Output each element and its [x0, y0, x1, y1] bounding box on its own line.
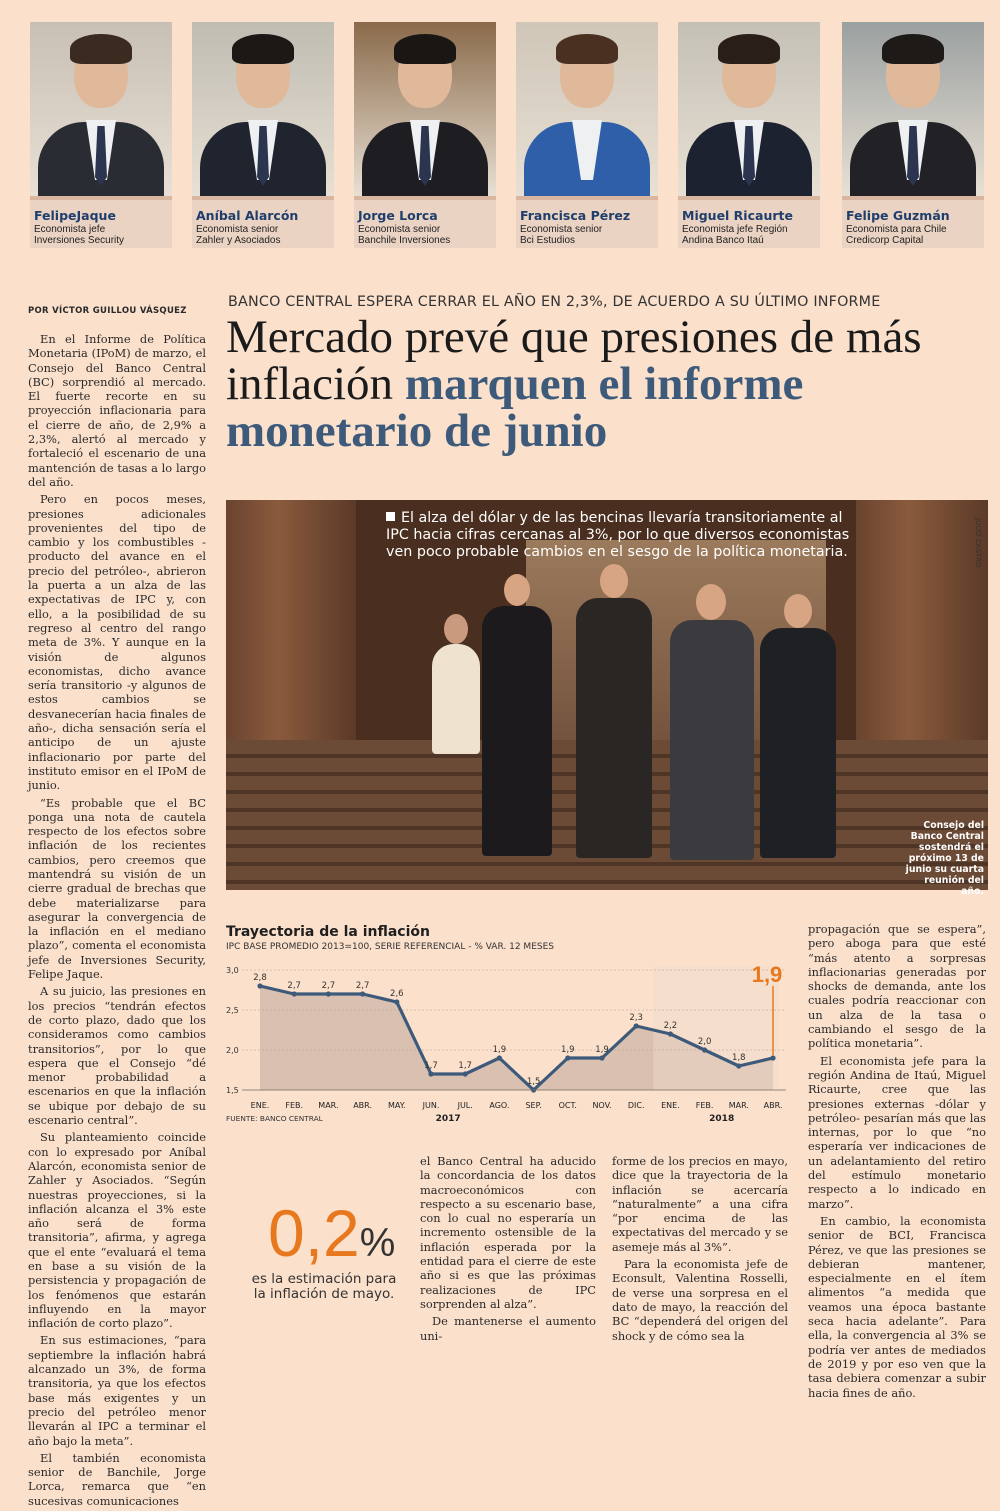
year-label: 2018	[709, 1114, 735, 1124]
bullet-square-icon	[386, 512, 395, 521]
callout-caption: es la estimación para la inflación de mayo.	[251, 1271, 397, 1302]
x-tick-label: SEP.	[525, 1101, 542, 1110]
chart-subtitle: IPC BASE PROMEDIO 2013=100, SERIE REFERENCIAL - % VAR. 12 MESES	[226, 942, 554, 952]
data-point	[599, 1055, 604, 1060]
photo-caption: Consejo del Banco Central sostendrá el próximo 13 de junio su cuarta reunión del año.	[905, 820, 984, 897]
profile-card	[516, 22, 658, 248]
article-column-3	[612, 1154, 788, 1346]
profile-role-title: Economista jefe Región	[682, 224, 788, 235]
data-point	[257, 983, 262, 988]
profile-role	[34, 224, 124, 246]
profile-role-company: Bci Estudios	[520, 235, 576, 246]
profile-role-company: Banchile Inversiones	[358, 235, 451, 246]
profile-role	[846, 224, 947, 246]
x-tick-label: MAY.	[388, 1101, 406, 1110]
data-label: 2,8	[253, 973, 267, 983]
x-tick-label: MAR.	[728, 1101, 749, 1110]
paragraph: propagación que se espera”, pero aboga para que esté “más atento a sorpresas inflacionarias generadas por shocks de demanda, ante los cuales podría reaccionar con un alza de la tasa o cambiando el sesgo de la política monetaria”.	[808, 922, 986, 1051]
x-tick-label: AGO.	[489, 1101, 510, 1110]
inflation-line-chart	[226, 956, 792, 1128]
paragraph: El economista jefe para la región Andina de Itaú, Miguel Ricaurte, cree que las presiones externas -dólar y petróleo- pesarían más que las internas, por lo que “no esperaría ver indicaciones de un adelantamiento del retiro del estímulo monetario respecto a lo indicado en marzo”.	[808, 1053, 986, 1211]
paragraph: el Banco Central ha aducido la concordancia de los datos macroeconómicos con respecto a su escenario base, con lo cual no esperaría un incremento ostensible de la inflación esperada por la entidad para el cierre de este año si es que las próximas realizaciones de IPC sorprenden al alza”.	[420, 1154, 596, 1311]
profile-role-title: Economista jefe	[34, 224, 106, 235]
data-point	[463, 1071, 468, 1076]
data-label: 2,7	[321, 981, 336, 991]
data-label: 1,9	[561, 1045, 575, 1055]
x-tick-label: ENE.	[250, 1101, 270, 1110]
paragraph: Pero en pocos meses, presiones adicionales provenientes del tipo de cambio y los combustibles -producto del avance en el precio del petróleo-, abrieron la puerta a un alza de las expectativas de IPC y, con ello, a la posibilidad de su regreso al centro del rango meta de 3%. Y aunque en la visión de algunos economistas, dicho avance sería transitorio -y algunos de estos cambios se desvanecerían hacia finales de año-, dicha sensación sería el anticipo de un ajuste inflacionario por parte del instituto emisor en el IPoM de junio.	[28, 492, 206, 793]
data-label: 1,8	[732, 1053, 746, 1063]
kicker: BANCO CENTRAL ESPERA CERRAR EL AÑO EN 2,3%, DE ACUERDO A SU ÚLTIMO INFORME	[228, 294, 881, 310]
paragraph: De mantenerse el aumento uni-	[420, 1314, 596, 1343]
y-tick-label: 3,0	[226, 966, 239, 975]
x-tick-label: FEB.	[695, 1101, 714, 1110]
profile-name: Jorge Lorca	[358, 208, 438, 223]
profile-name: Francisca Pérez	[520, 208, 631, 223]
data-point	[292, 991, 297, 996]
profile-role-company: Andina Banco Itaú	[682, 235, 764, 246]
chart-title: Trayectoria de la inflación	[226, 924, 430, 940]
paragraph: En sus estimaciones, “para septiembre la inflación habrá alcanzado un 3%, de forma transitoria, ya que los efectos base más exigentes y un precio del petróleo menor llevarán al IPC a terminar el año bajo la meta”.	[28, 1333, 206, 1448]
portrait-photo	[842, 22, 984, 196]
x-tick-label: ENE.	[661, 1101, 680, 1110]
lead-text: El alza del dólar y de las bencinas llevaría transitoriamente al IPC hacia cifras cercanas al 3%, por lo que diversos economistas ven poco probable cambios en el sesgo de la política monetaria.	[386, 510, 850, 560]
paragraph: Para la economista jefe de Econsult, Valentina Rosselli, de verse una sorpresa en el dato de mayo, la reacción del BC “dependerá del origen del shock y de cómo sea la	[612, 1257, 788, 1343]
profile-role	[196, 224, 281, 246]
profile-card	[354, 22, 496, 248]
x-tick-label: NOV.	[592, 1101, 612, 1110]
x-tick-label: ABR.	[353, 1101, 372, 1110]
callout-value: 0,2	[268, 1196, 360, 1270]
y-tick-label: 2,5	[226, 1006, 239, 1015]
headline-plain: Mercado prevé que presiones de más inflación	[226, 311, 922, 410]
profile-role-company: Credicorp Capital	[846, 235, 924, 246]
data-point	[360, 991, 365, 996]
highlight-value-label: 1,9	[751, 962, 783, 987]
data-point	[394, 999, 399, 1004]
portrait-photo	[516, 22, 658, 196]
paragraph: En cambio, la economista senior de BCI, Francisca Pérez, ve que las presiones se debieran mantener, especialmente en el ítem alimentos “a medida que veamos una época bastante seca hacia adelante”. Para ella, la convergencia al 3% se podría ver antes de mediados de 2019 y por eso ven que la tasa debiera comenzar a subir hacia fines de año.	[808, 1213, 986, 1400]
profile-card	[30, 22, 172, 248]
data-point	[702, 1047, 707, 1052]
chart-source: FUENTE: BANCO CENTRAL	[226, 1114, 323, 1123]
data-label: 1,7	[424, 1061, 438, 1071]
data-label: 2,2	[663, 1021, 678, 1031]
photo-credit: JULIO CASTRO	[974, 518, 982, 568]
profile-card	[842, 22, 984, 248]
callout-number	[268, 1196, 396, 1276]
profile-role-title: Economista para Chile	[846, 224, 947, 235]
x-tick-label: DIC.	[627, 1101, 645, 1110]
data-label: 1,9	[595, 1045, 609, 1055]
data-label: 1,9	[492, 1045, 507, 1055]
x-tick-label: FEB.	[285, 1101, 304, 1110]
data-point	[736, 1063, 741, 1068]
headline-highlight: marquen el informe monetario de junio	[226, 358, 804, 457]
data-label: 2,3	[629, 1013, 643, 1023]
profile-role	[358, 224, 450, 246]
profile-card	[678, 22, 820, 248]
paragraph: A su juicio, las presiones en los precios “tendrán efectos de corto plazo, dado que los consideramos como cambios transitorios”, por lo que espera que el Consejo “dé menor probabilidad a escenarios en que la inflación se ubique por debajo de su escenario central”.	[28, 984, 206, 1128]
portrait-photo	[354, 22, 496, 196]
data-point	[565, 1055, 570, 1060]
data-point	[428, 1071, 433, 1076]
article-column-2	[420, 1154, 596, 1346]
portrait-photo	[192, 22, 334, 196]
y-tick-label: 2,0	[226, 1046, 239, 1055]
paragraph: forme de los precios en mayo, dice que la trayectoria de la inflación se acercaría “naturalmente” a una cifra “por encima de las expectativas del mercado y se asemeje más al 3%”.	[612, 1154, 788, 1254]
article-column-4	[808, 922, 986, 1403]
data-point	[668, 1031, 673, 1036]
profile-name: Aníbal Alarcón	[196, 208, 299, 223]
headline	[226, 311, 986, 457]
profile-role-company: Zahler y Asociados	[196, 235, 281, 246]
profile-role-title: Economista senior	[358, 224, 441, 235]
profile-role-title: Economista senior	[520, 224, 603, 235]
callout-unit: %	[359, 1221, 396, 1265]
profile-card	[192, 22, 334, 248]
paragraph: En el Informe de Política Monetaria (IPoM) de marzo, el Consejo del Banco Central (BC) sorprendió al mercado. El fuerte recorte en su proyección inflacionaria para el cierre de año, de 2,9% a 2,3%, alertó al mercado y fortaleció el escenario de una mantención de tasas a lo largo del año.	[28, 332, 206, 489]
data-label: 1,7	[458, 1061, 472, 1071]
article-column-1	[28, 332, 206, 1511]
x-tick-label: JUL.	[457, 1101, 473, 1110]
paragraph: “Es probable que el BC ponga una nota de cautela respecto de los efectos sobre inflación de los recientes cambios, pero creemos que mantendrá su visión de un cierre gradual de brechas que debe materializarse para asegurar la convergencia de la inflación en el mediano plazo”, comenta el economista jefe de Inversiones Security, Felipe Jaque.	[28, 795, 206, 982]
data-label: 2,0	[697, 1037, 712, 1047]
data-label: 1,5	[526, 1077, 541, 1087]
data-label: 2,7	[355, 981, 370, 991]
profile-name: FelipeJaque	[34, 208, 116, 223]
portrait-photo	[678, 22, 820, 196]
profile-role-company: Inversiones Security	[34, 235, 125, 246]
paragraph: El también economista senior de Banchile, Jorge Lorca, remarca que “en sucesivas comunicaciones	[28, 1450, 206, 1508]
byline: POR VÍCTOR GUILLOU VÁSQUEZ	[28, 306, 187, 316]
data-label: 2,6	[390, 989, 404, 999]
x-tick-label: JUN.	[422, 1101, 440, 1110]
profile-role	[682, 224, 788, 246]
data-point	[634, 1023, 639, 1028]
portrait-photo	[30, 22, 172, 196]
x-tick-label: MAR.	[318, 1101, 339, 1110]
x-tick-label: OCT.	[558, 1101, 577, 1110]
x-tick-label: ABR.	[763, 1101, 783, 1110]
data-point	[326, 991, 331, 996]
profile-role	[520, 224, 602, 246]
year-label: 2017	[435, 1114, 461, 1124]
data-label: 2,7	[287, 981, 301, 991]
profile-name: Felipe Guzmán	[846, 208, 950, 223]
profile-name: Miguel Ricaurte	[682, 208, 793, 223]
data-point	[770, 1055, 775, 1060]
paragraph: Su planteamiento coincide con lo expresado por Aníbal Alarcón, economista senior de Zahler y Asociados. “Según nuestras proyecciones, si la inflación alcanza el 3% este año será de forma transitoria”, afirma, y agrega que el ente “evaluará el tema en base a su visión de la persistencia y propagación de los fenómenos que estarán influyendo en la mayor inflación de corto plazo”.	[28, 1130, 206, 1331]
lead-paragraph	[386, 510, 856, 561]
profile-role-title: Economista senior	[196, 224, 279, 235]
y-tick-label: 1,5	[226, 1086, 239, 1095]
data-point	[497, 1055, 502, 1060]
